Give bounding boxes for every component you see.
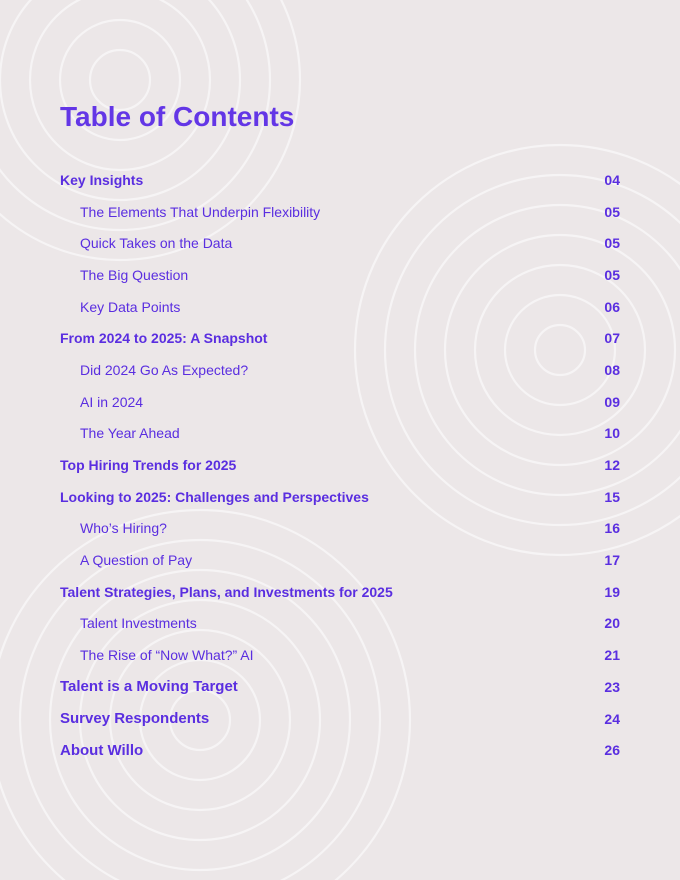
toc-page-number: 06 [604, 298, 620, 315]
toc-entry-label: Quick Takes on the Data [80, 235, 233, 252]
toc-entry-label: The Rise of “Now What?” AI [80, 647, 254, 664]
toc-entry-label: Top Hiring Trends for 2025 [60, 457, 237, 474]
toc-page-number: 12 [604, 457, 620, 474]
toc-subsection-entry[interactable] [60, 639, 620, 671]
toc-entry-label: A Question of Pay [80, 552, 193, 569]
toc-entry-label: Looking to 2025: Challenges and Perspectives [60, 488, 369, 505]
toc-section-entry[interactable] [60, 322, 620, 354]
toc-page-number: 23 [604, 678, 620, 695]
toc-entry-label: Survey Respondents [60, 710, 210, 728]
toc-page-number: 08 [604, 361, 620, 378]
toc-page-number: 07 [604, 330, 620, 347]
toc-entry-label: Did 2024 Go As Expected? [80, 361, 249, 378]
toc-page-number: 19 [604, 583, 620, 600]
toc-page-number: 17 [604, 552, 620, 569]
toc-entry-label: The Big Question [80, 266, 189, 283]
toc-subsection-entry[interactable] [60, 354, 620, 386]
toc-entry-label: The Elements That Underpin Flexibility [80, 203, 321, 220]
toc-entry-label: About Willo [60, 741, 144, 759]
toc-section-entry[interactable] [60, 671, 620, 703]
toc-subsection-entry[interactable] [60, 513, 620, 545]
toc-entry-label: Talent Strategies, Plans, and Investments for 2025 [60, 583, 393, 600]
toc-section-entry[interactable] [60, 449, 620, 481]
toc-page-number: 10 [604, 425, 620, 442]
toc-entry-label: Key Insights [60, 171, 144, 188]
toc-subsection-entry[interactable] [60, 418, 620, 450]
page-title: Table of Contents [60, 101, 295, 132]
toc-subsection-entry[interactable] [60, 196, 620, 228]
toc-page-number: 05 [604, 203, 620, 220]
toc-section-entry[interactable] [60, 576, 620, 608]
toc-section-entry[interactable] [60, 734, 620, 766]
toc-entry-label: Key Data Points [80, 298, 181, 315]
toc-page-number: 21 [604, 647, 620, 664]
toc-page-number: 16 [604, 520, 620, 537]
toc-page-number: 09 [604, 393, 620, 410]
toc-entry-label: Talent Investments [80, 615, 197, 632]
toc-list [60, 164, 620, 766]
toc-subsection-entry[interactable] [60, 544, 620, 576]
toc-entry-label: The Year Ahead [80, 425, 180, 442]
toc-subsection-entry[interactable] [60, 291, 620, 323]
toc-subsection-entry[interactable] [60, 386, 620, 418]
toc-section-entry[interactable] [60, 481, 620, 513]
toc-subsection-entry[interactable] [60, 259, 620, 291]
toc-entry-label: Who’s Hiring? [80, 520, 167, 537]
toc-entry-label: From 2024 to 2025: A Snapshot [60, 330, 268, 347]
toc-entry-label: AI in 2024 [80, 393, 144, 410]
toc-page-number: 24 [604, 710, 620, 727]
toc-page-number: 20 [604, 615, 620, 632]
toc-subsection-entry[interactable] [60, 227, 620, 259]
toc-page-number: 15 [604, 488, 620, 505]
toc-page-number: 04 [604, 171, 620, 188]
toc-page-number: 26 [604, 742, 620, 759]
toc-section-entry[interactable] [60, 164, 620, 196]
toc-section-entry[interactable] [60, 703, 620, 735]
toc-entry-label: Talent is a Moving Target [60, 678, 238, 696]
toc-page-number: 05 [604, 235, 620, 252]
toc-page-number: 05 [604, 266, 620, 283]
toc-subsection-entry[interactable] [60, 608, 620, 640]
